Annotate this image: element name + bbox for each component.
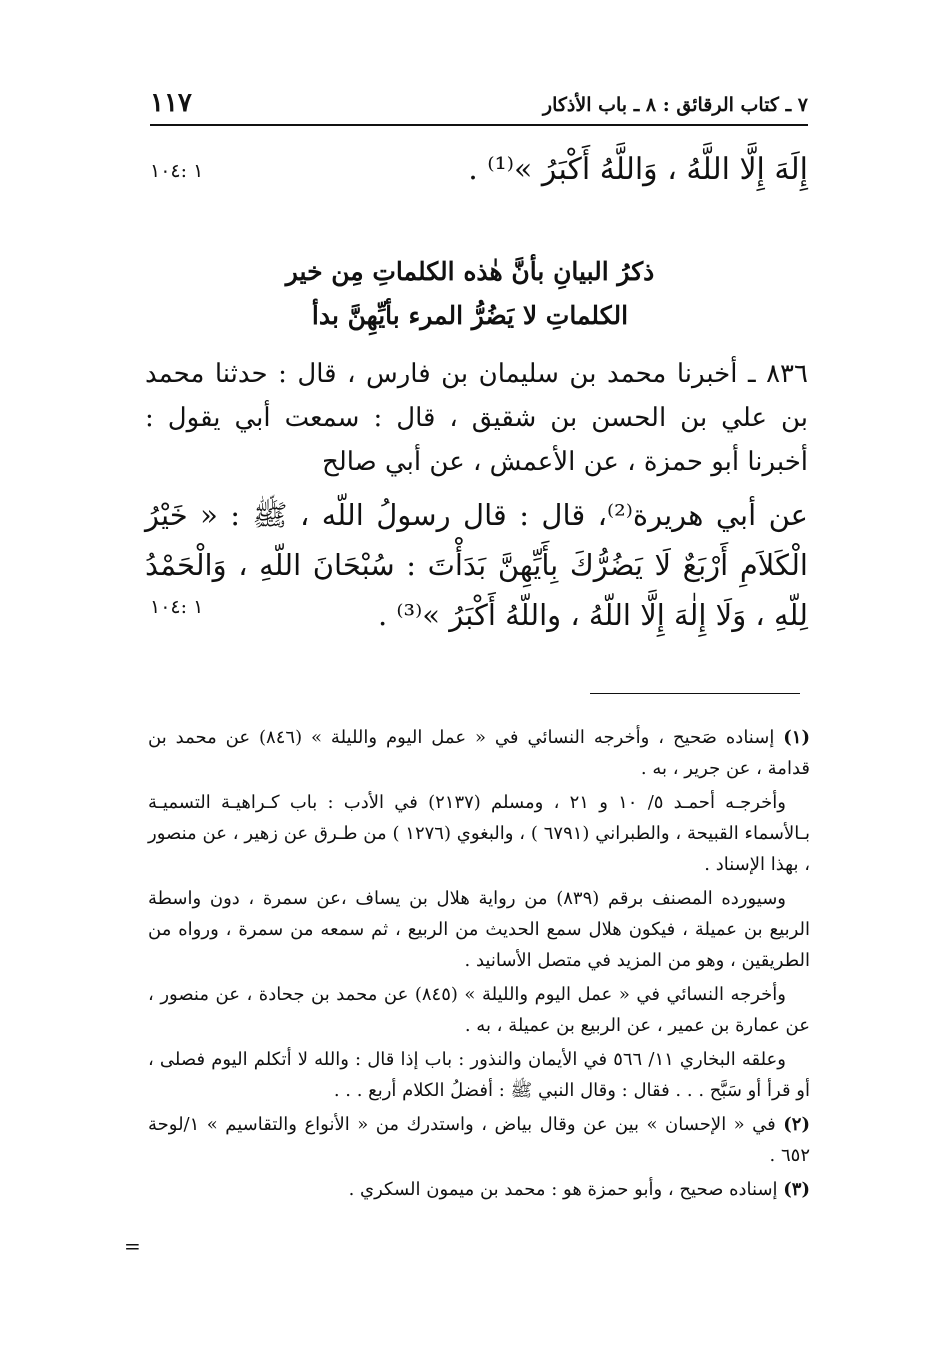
- footnote-text: وسيورده المصنف برقم (٨٣٩) من رواية هلال بن يساف ،عن سمرة ، دون واسطة الربيع بن عميلة ، فيكون هلال سمع الحديث من الربيع ، ثم سمعه من سمرة ، ورواه من الطريقين ، وهو من المزيد في متصل الأسانيد .: [148, 888, 810, 971]
- running-title: ٧ ـ كتاب الرقائق : ٨ ـ باب الأذكار: [542, 94, 808, 116]
- margin-reference-1: ١ :١٠٤: [150, 160, 204, 182]
- footnote-text: إسناده صحيح ، وأبو حمزة هو : محمد بن ميمون السكري .: [348, 1179, 778, 1200]
- footnote-number: (٢): [783, 1114, 810, 1135]
- continuation-line: إِلَهَ إِلَّا اللَّهُ ، وَاللَّهُ أَكْبَرُ »⁽¹⁾ .: [468, 152, 808, 187]
- footnote-2: [148, 1109, 810, 1171]
- margin-mark: =: [124, 1234, 141, 1258]
- footnote-text: إسناده صَحيح ، وأخرجه النسائي في « عمل اليوم والليلة » (٨٤٦) عن محمد بن قدامة ، عن جرير ، به .: [148, 727, 810, 779]
- heading-line-2: الكلماتِ لا يَضُرُّ المرء بأيِّهِنَّ بدأ: [311, 301, 629, 330]
- footnote-3: [148, 1174, 810, 1205]
- footnote-1-cont-a: [148, 787, 810, 880]
- footnotes: [148, 722, 810, 1208]
- footnote-1-cont-b: [148, 883, 810, 976]
- hadith-isnad: ٨٣٦ ـ أخبرنا محمد بن سليمان بن فارس ، قال : حدثنا محمد بن علي بن الحسن بن شقيق ، قال : سمعت أبي يقول : أخبرنا أبو حمزة ، عن الأعمش ، عن أبي صالح: [145, 359, 808, 477]
- footnote-1-cont-c: [148, 979, 810, 1041]
- footnote-text: وأخرجـه أحمـد ٥/ ١٠ و ٢١ ، ومسلم (٢١٣٧) في الأدب : باب كـراهيـة التسميـة بـالأسماء القبيحة ، والطبراني (٦٧٩١ ) ، والبغوي (١٢٧٦ ) من طـرق عن زهير ، عن منصور ، بهذا الإسناد .: [148, 792, 810, 875]
- heading-line-1: ذكرُ البيانِ بأنَّ هٰذه الكلماتِ مِن خير: [285, 257, 655, 286]
- footnote-separator: [590, 693, 800, 694]
- footnote-number: (٣): [783, 1179, 810, 1200]
- footnote-number: (١): [783, 727, 810, 748]
- margin-reference-2: ١ :١٠٤: [150, 596, 204, 618]
- footnote-1-cont-d: [148, 1044, 810, 1106]
- hadith-matn: عن أبي هريرة⁽²⁾، قال : قال رسولُ اللّه ، ﷺ : « خَيْرُ الْكَلاَمِ أَرْبَعٌ لَا يَضُرُّكَ بِأَيِّهِنَّ بَدَأْتَ : سُبْحَانَ اللّهِ ، وَالْحَمْدُ لِلّهِ ، وَلَا إِلٰهَ إِلَّا اللّهُ ، واللّهُ أَكْبَرُ »⁽³⁾ .: [145, 498, 808, 632]
- page-number: ١١٧: [150, 88, 192, 118]
- page-header: [150, 88, 808, 126]
- section-heading: [250, 250, 690, 338]
- footnote-1: [148, 722, 810, 784]
- footnote-text: وأخرجه النسائي في « عمل اليوم والليلة » (٨٤٥) عن محمد بن جحادة ، عن منصور ، عن عمارة بن عمير ، عن الربيع بن عميلة ، به .: [148, 984, 810, 1036]
- footnote-text: في « الإحسان » بين عن وقال بياض ، واستدرك من « الأنواع والتقاسيم » ١/لوحة ٦٥٢ .: [148, 1114, 810, 1166]
- footnote-text: وعلقه البخاري ١١/ ٥٦٦ في الأيمان والنذور : باب إذا قال : والله لا أتكلم اليوم فصلى ، أو قرأ أو سَبَّح . . . فقال : وقال النبي ﷺ : أفضلُ الكلام أربع . . .: [148, 1049, 810, 1101]
